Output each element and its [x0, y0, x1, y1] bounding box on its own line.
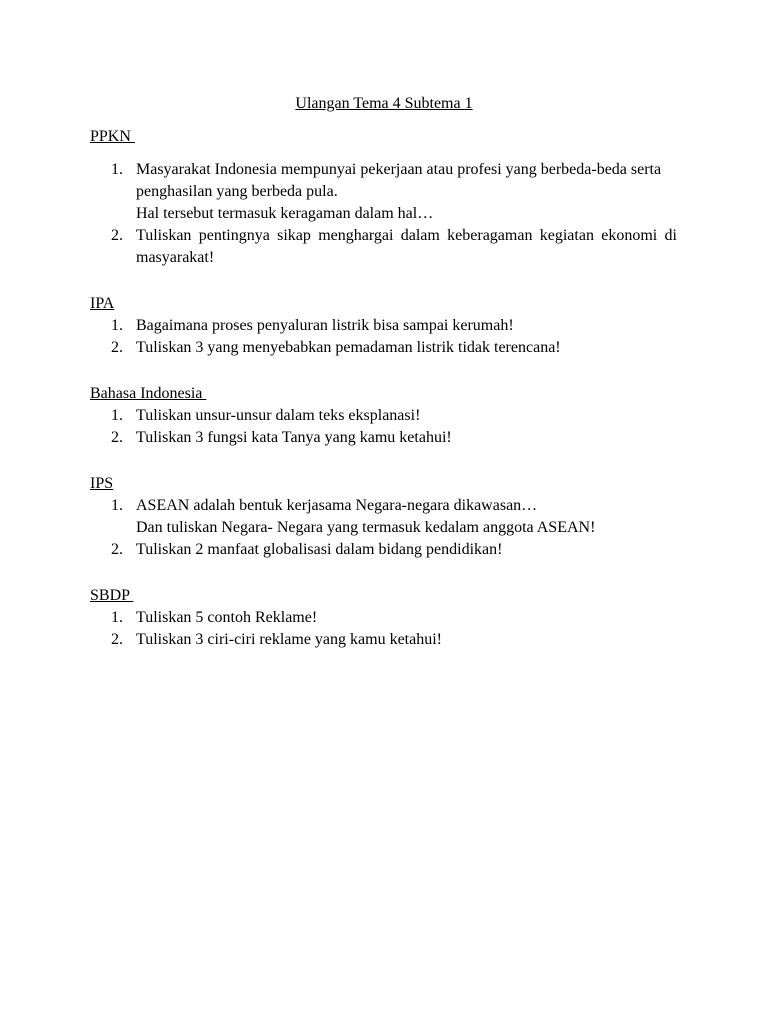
section-heading-ppkn: PPKN [90, 128, 135, 145]
question-item [90, 495, 677, 539]
question-list-ppkn [90, 159, 677, 269]
question-item [90, 315, 677, 337]
section-heading-sbdp: SBDP [90, 587, 134, 604]
question-item [90, 405, 677, 427]
question-number: 1. [111, 609, 123, 626]
section-sbdp [90, 585, 677, 651]
question-number: 1. [111, 317, 123, 334]
question-number: 2. [111, 429, 123, 446]
question-text: Tuliskan 3 yang menyebabkan pemadaman listrik tidak terencana! [136, 339, 561, 356]
question-text: Masyarakat Indonesia mempunyai pekerjaan atau profesi yang berbeda-beda serta penghasilan yang berbeda pula. [136, 161, 662, 200]
question-list-bahasa-indonesia [90, 405, 677, 449]
section-heading-ips: IPS [90, 475, 114, 492]
question-item [90, 629, 677, 651]
question-item [90, 539, 677, 561]
section-heading-ipa: IPA [90, 295, 115, 312]
page-title: Ulangan Tema 4 Subtema 1 [295, 95, 473, 112]
question-number: 2. [111, 631, 123, 648]
question-number: 2. [111, 227, 123, 244]
section-ips [90, 473, 677, 561]
question-item [90, 225, 677, 269]
section-ipa [90, 293, 677, 359]
section-heading-bahasa-indonesia: Bahasa Indonesia [90, 385, 207, 402]
question-item [90, 427, 677, 449]
section-ppkn [90, 126, 677, 269]
question-item [90, 337, 677, 359]
question-list-sbdp [90, 607, 677, 651]
question-text: ASEAN adalah bentuk kerjasama Negara-negara dikawasan… [136, 497, 538, 514]
question-text: Tuliskan 5 contoh Reklame! [136, 609, 318, 626]
question-text: Tuliskan 3 ciri-ciri reklame yang kamu ketahui! [136, 631, 442, 648]
question-list-ipa [90, 315, 677, 359]
question-text: Bagaimana proses penyaluran listrik bisa sampai kerumah! [136, 317, 514, 334]
question-number: 2. [111, 339, 123, 356]
question-text-continued: Hal tersebut termasuk keragaman dalam hal… [136, 205, 434, 222]
question-text-continued: Dan tuliskan Negara- Negara yang termasuk kedalam anggota ASEAN! [136, 519, 596, 536]
question-text: Tuliskan pentingnya sikap menghargai dalam keberagaman kegiatan ekonomi di masyarakat! [136, 227, 677, 266]
question-text: Tuliskan 3 fungsi kata Tanya yang kamu ketahui! [136, 429, 452, 446]
section-bahasa-indonesia [90, 383, 677, 449]
question-item [90, 159, 677, 225]
question-list-ips [90, 495, 677, 561]
question-text: Tuliskan unsur-unsur dalam teks eksplanasi! [136, 407, 421, 424]
question-item [90, 607, 677, 629]
question-number: 1. [111, 497, 123, 514]
question-number: 1. [111, 407, 123, 424]
question-number: 1. [111, 161, 123, 178]
question-number: 2. [111, 541, 123, 558]
question-text: Tuliskan 2 manfaat globalisasi dalam bidang pendidikan! [136, 541, 503, 558]
